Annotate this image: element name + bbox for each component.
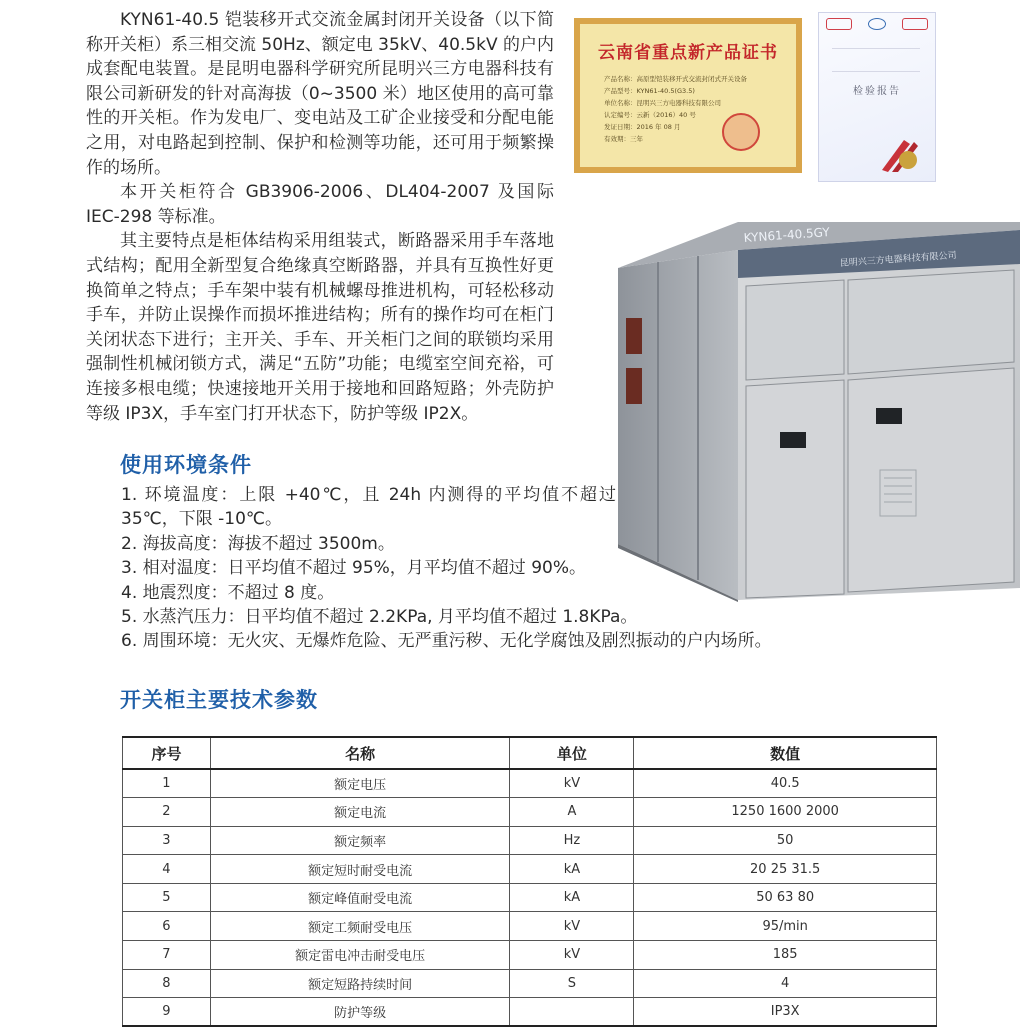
env-item: 6. 周围环境：无火灾、无爆炸危险、无严重污秽、无化学腐蚀及剧烈振动的户内场所。: [121, 631, 772, 652]
param-name-cell: 额定短时耐受电流: [210, 855, 510, 884]
intro-paragraph-1: KYN61-40.5 铠装移开式交流金属封闭开关设备（以下简称开关柜）系三相交流 50Hz、额定电 35kV、40.5kV 的户内成套配电装置。是昆明电器科学研究所昆明兴三方电器科技有限公司新研发的针对高海拔（0~3500 米）地区使用的高可靠性的开关柜。作为发电厂、变电站及工矿企业接受和分配电能之用，对电路起到控制、保护和检测等功能，还可用于频繁操作的场所。: [86, 10, 554, 178]
param-unit-cell: [510, 998, 634, 1027]
table-row: [123, 883, 937, 912]
report-logos: [826, 18, 928, 32]
certificate-line: 单位名称：昆明兴三方电器科技有限公司: [604, 99, 721, 107]
param-unit-cell: kA: [510, 855, 634, 884]
certificate-seal: [722, 113, 760, 151]
param-value-cell: 40.5: [634, 769, 937, 798]
env-item: 5. 水蒸汽压力：日平均值不超过 2.2KPa, 月平均值不超过 1.8KPa。: [121, 607, 638, 628]
table-row: [123, 969, 937, 998]
row-index-cell: 8: [123, 969, 211, 998]
env-conditions-list: [86, 483, 806, 654]
table-row: [123, 798, 937, 827]
ribbon-seal-icon: [880, 134, 924, 172]
intro-paragraph-2: 本开关柜符合 GB3906-2006、DL404-2007 及国际 IEC-298 等标准。: [86, 182, 554, 227]
bushing-icon: [626, 318, 642, 354]
certificate-line: 产品名称：高原型铠装移开式交流封闭式开关设备: [604, 75, 747, 83]
certificate-line: 产品型号：KYN61-40.5(G3.5): [604, 87, 695, 95]
table-row: [123, 855, 937, 884]
param-name-cell: 额定工频耐受电压: [210, 912, 510, 941]
certificate-line: 有效期：三年: [604, 135, 643, 143]
table-row: [123, 941, 937, 970]
row-index-cell: 9: [123, 998, 211, 1027]
param-unit-cell: kV: [510, 769, 634, 798]
env-item: 3. 相对温度：日平均值不超过 95%，月平均值不超过 90%。: [121, 558, 587, 579]
param-unit-cell: kA: [510, 883, 634, 912]
param-value-cell: 95/min: [634, 912, 937, 941]
column-header: 单位: [510, 737, 634, 769]
table-row: [123, 912, 937, 941]
param-name-cell: 额定电压: [210, 769, 510, 798]
param-unit-cell: kV: [510, 912, 634, 941]
ilac-logo-icon: [902, 18, 928, 30]
intro-paragraph-3: 其主要特点是柜体结构采用组装式，断路器采用手车落地式结构；配用全新型复合绝缘真空断路器，并具有互换性好更换简单之特点；手车架中装有机械螺母推进机构，可轻松移动手车，并防止误操作而损坏推进结构；所有的操作均可在柜门关闭状态下进行；主开关、手车、开关柜门之间的联锁均采用强制性机械闭锁方式，满足“五防”功能；电缆室空间充裕，可连接多根电缆；快速接地开关用于接地和回路短路；外壳防护等级 IP3X，手车室门打开状态下，防护等级 IP2X。: [86, 231, 554, 424]
certificate-line: 发证日期：2016 年 08 月: [604, 123, 681, 131]
param-name-cell: 额定电流: [210, 798, 510, 827]
inspection-report-image: [818, 12, 936, 182]
column-header: 序号: [123, 737, 211, 769]
cabinet-model-plate: KYN61-40.5GY: [743, 225, 831, 245]
param-value-cell: 20 25 31.5: [634, 855, 937, 884]
row-index-cell: 1: [123, 769, 211, 798]
params-heading: 开关柜主要技术参数: [120, 688, 318, 712]
param-value-cell: 50 63 80: [634, 883, 937, 912]
column-header: 名称: [210, 737, 510, 769]
row-index-cell: 4: [123, 855, 211, 884]
report-header-lines: [832, 48, 920, 72]
table-header-row: [123, 737, 937, 769]
row-index-cell: 7: [123, 941, 211, 970]
param-value-cell: IP3X: [634, 998, 937, 1027]
param-value-cell: 185: [634, 941, 937, 970]
env-item: 2. 海拔高度：海拔不超过 3500m。: [121, 533, 395, 554]
param-unit-cell: A: [510, 798, 634, 827]
cabinet-maker-plate: 昆明兴三方电器科技有限公司: [839, 250, 957, 269]
param-name-cell: 额定峰值耐受电流: [210, 883, 510, 912]
param-value-cell: 1250 1600 2000: [634, 798, 937, 827]
param-name-cell: 防护等级: [210, 998, 510, 1027]
cma-logo-icon: [826, 18, 852, 30]
param-value-cell: 50: [634, 826, 937, 855]
param-unit-cell: Hz: [510, 826, 634, 855]
certificate-title: 云南省重点新产品证书: [598, 43, 778, 63]
param-value-cell: 4: [634, 969, 937, 998]
param-name-cell: 额定频率: [210, 826, 510, 855]
param-unit-cell: kV: [510, 941, 634, 970]
certificate-line: 认定编号：云新（2016）40 号: [604, 111, 696, 119]
params-table: [122, 736, 937, 1027]
column-header: 数值: [634, 737, 937, 769]
row-index-cell: 6: [123, 912, 211, 941]
row-index-cell: 2: [123, 798, 211, 827]
env-item: 4. 地震烈度：不超过 8 度。: [121, 582, 335, 603]
table-row: [123, 826, 937, 855]
env-item-text: 1. 环境温度：上限 +40℃，且 24h 内测得的平均值不超过 35℃，下限 -10℃。: [121, 485, 616, 530]
env-item: [86, 483, 616, 532]
param-name-cell: 额定雷电冲击耐受电压: [210, 941, 510, 970]
product-certificate-image: [574, 18, 802, 173]
table-row: [123, 769, 937, 798]
table-row: [123, 998, 937, 1027]
bushing-icon: [626, 368, 642, 404]
param-unit-cell: S: [510, 969, 634, 998]
param-name-cell: 额定短路持续时间: [210, 969, 510, 998]
env-heading: 使用环境条件: [120, 453, 252, 477]
report-title: 检验报告: [853, 86, 901, 97]
intro-text: [86, 8, 554, 426]
accreditation-logo-icon: [868, 18, 886, 30]
row-index-cell: 5: [123, 883, 211, 912]
row-index-cell: 3: [123, 826, 211, 855]
params-table-body: [123, 769, 937, 1026]
